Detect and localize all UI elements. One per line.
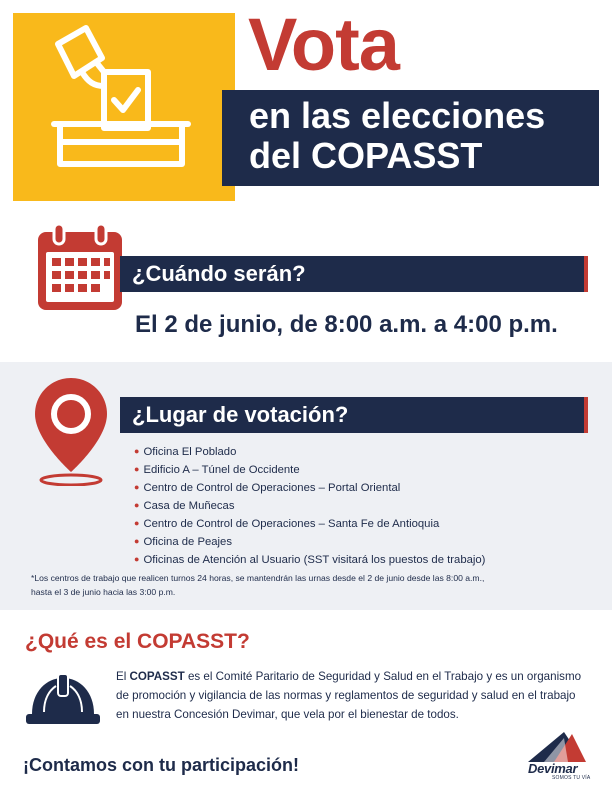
location-heading: ¿Lugar de votación?: [132, 402, 349, 427]
list-item: ● Casa de Muñecas: [134, 500, 235, 512]
bullet-icon: ●: [134, 482, 140, 492]
election-date-time: El 2 de junio, de 8:00 a.m. a 4:00 p.m.: [135, 311, 558, 338]
when-heading: ¿Cuándo serán?: [132, 261, 306, 286]
ballot-box-icon: [38, 24, 198, 174]
copasst-heading: ¿Qué es el COPASST?: [25, 630, 250, 653]
location-pin-icon: [33, 376, 109, 486]
location-list: [134, 443, 485, 569]
bullet-icon: ●: [134, 500, 140, 510]
list-item: ● Oficina El Poblado: [134, 446, 237, 458]
location-footnote: [31, 571, 591, 599]
list-item: ● Edificio A – Túnel de Occidente: [134, 464, 300, 476]
copasst-description: El COPASST es el Comité Paritario de Seguridad y Salud en el Trabajo y es un organismo de promoción y vigilancia de las normas y reglamentos de seguridad y salud en el trabajo en nuestra Concesión Devimar, que vela por el bienestar de todos.: [116, 670, 582, 721]
bullet-icon: ●: [134, 536, 140, 546]
list-item: ● Centro de Control de Operaciones – Portal Oriental: [134, 482, 401, 494]
bullet-icon: ●: [134, 464, 140, 474]
bullet-icon: ●: [134, 446, 140, 456]
devimar-logo-text: Devimar: [528, 761, 578, 776]
closing-message: ¡Contamos con tu participación!: [23, 755, 300, 775]
bullet-icon: ●: [134, 554, 140, 564]
list-item: ● Oficina de Peajes: [134, 536, 232, 548]
calendar-icon: [36, 222, 124, 312]
list-item: ● Centro de Control de Operaciones – Santa Fe de Antioquia: [134, 518, 440, 530]
hard-hat-icon: [24, 672, 102, 728]
list-item: ● Oficinas de Atención al Usuario (SST visitará los puestos de trabajo): [134, 554, 486, 566]
devimar-logo: [524, 728, 588, 762]
devimar-tagline: SOMOS TU VÍA: [552, 775, 591, 781]
title-line-2: del COPASST: [249, 135, 483, 176]
bullet-icon: ●: [134, 518, 140, 528]
title-line-1: en las elecciones: [249, 95, 546, 136]
main-title: Vota: [248, 3, 399, 86]
footnote-line-1: *Los centros de trabajo que realicen turnos 24 horas, se mantendrán las urnas desde el 2 de junio desde las 8:00 a.m.,: [31, 573, 485, 583]
footnote-line-2: hasta el 3 de junio hacia las 3:00 p.m.: [31, 587, 176, 597]
